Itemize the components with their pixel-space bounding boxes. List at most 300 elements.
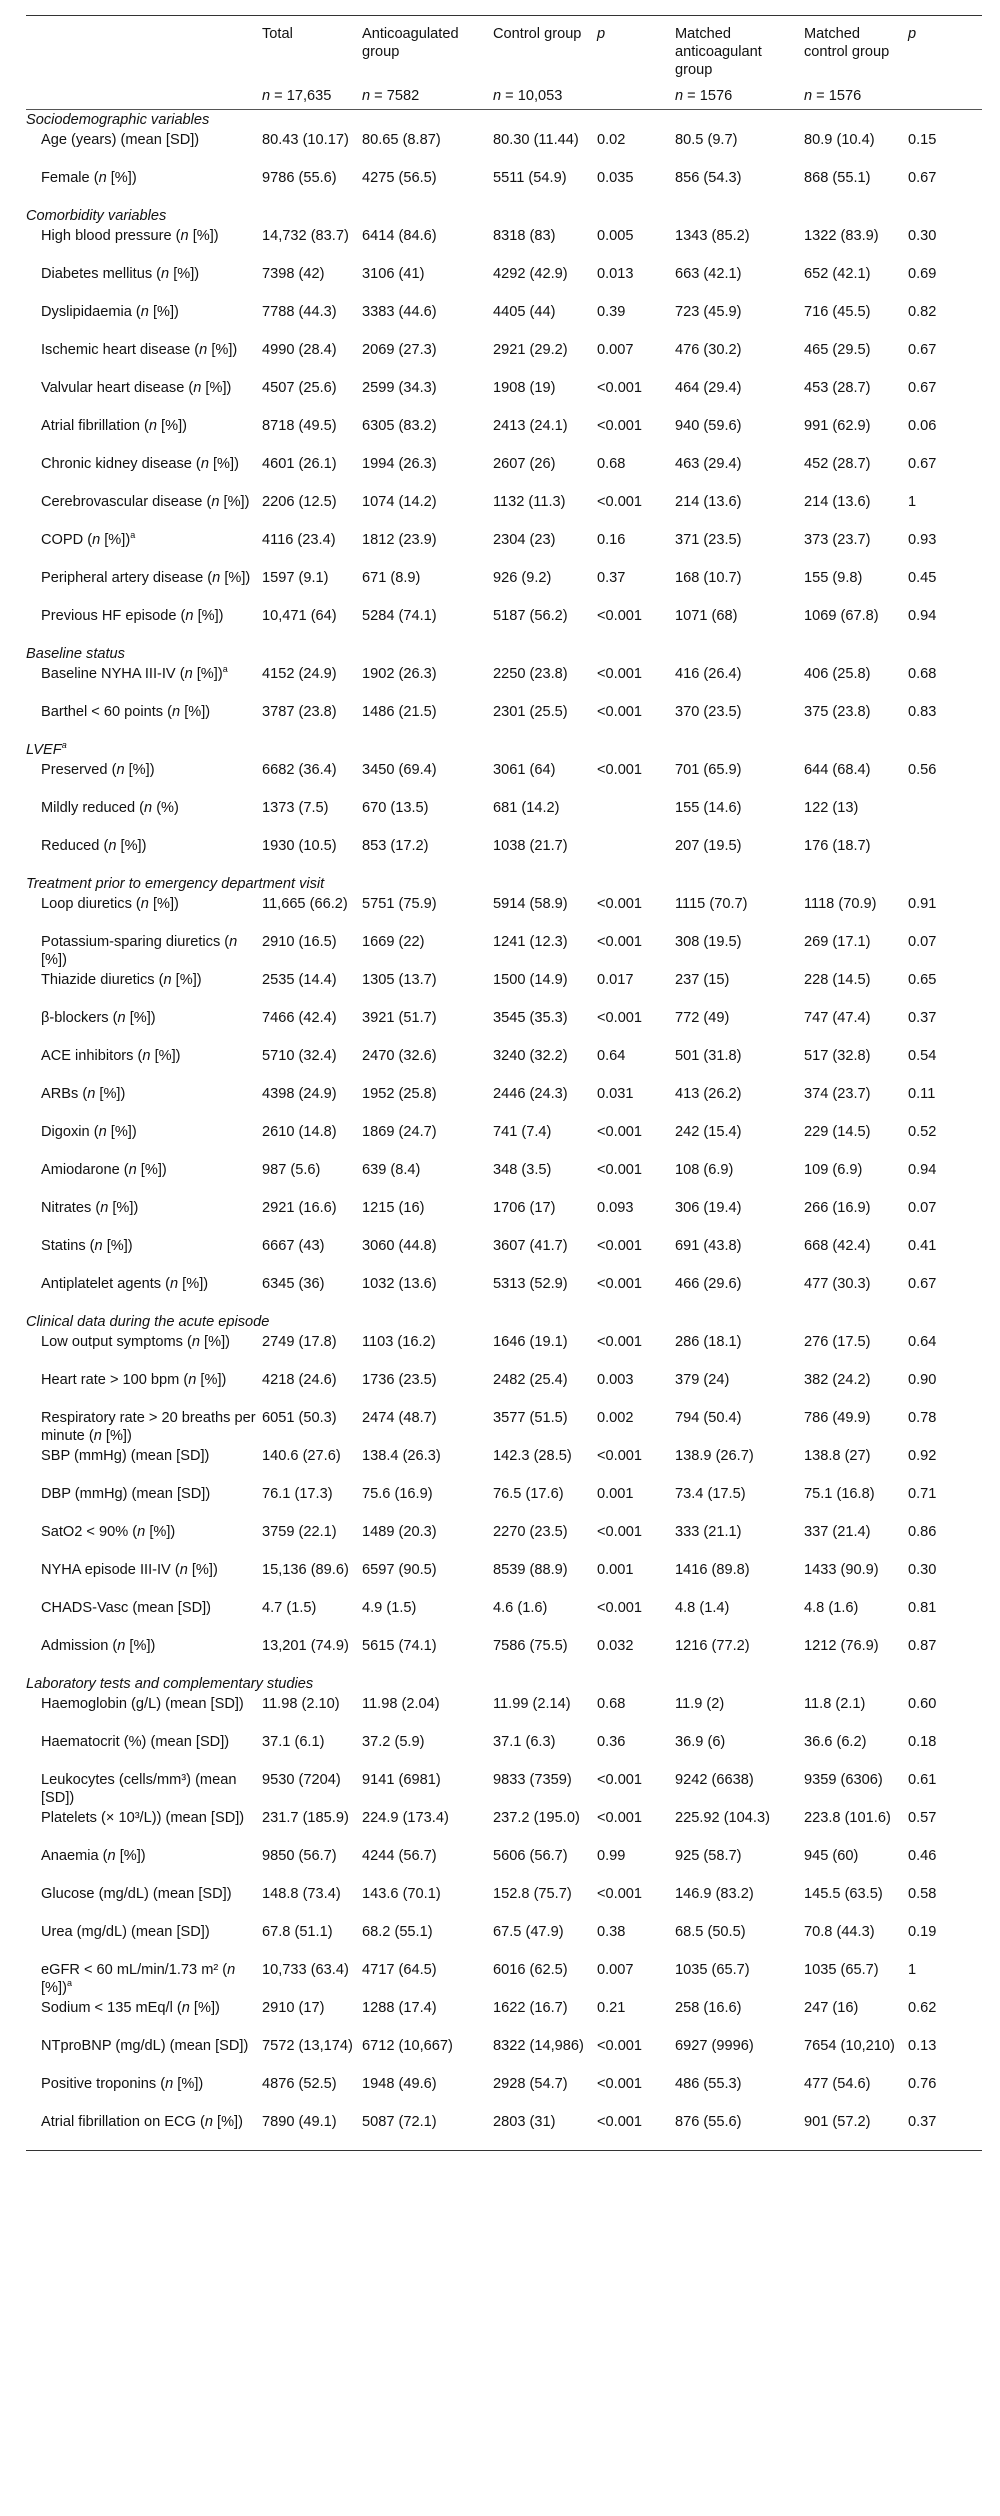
section-row — [26, 874, 982, 894]
table-cell — [597, 836, 675, 874]
row-label-text: Mildly reduced (n (%) — [41, 800, 179, 816]
table-cell: 247 (16) — [804, 2000, 859, 2016]
table-row — [26, 1598, 982, 1636]
row-label-text: Potassium-sparing diuretics (n [%]) — [41, 934, 238, 968]
section-title — [26, 206, 982, 226]
table-cell: 2474 (48.7) — [362, 1410, 437, 1426]
table-cell: 945 (60) — [804, 1848, 859, 1864]
table-row — [26, 568, 982, 606]
header-control: Control group — [493, 26, 582, 42]
table-cell: 374 (23.7) — [804, 1086, 871, 1102]
table-cell: 67.8 (51.1) — [262, 1924, 333, 1940]
table-cell: 0.19 — [908, 1924, 937, 1940]
table-cell: 1416 (89.8) — [675, 1562, 750, 1578]
table-cell: 0.001 — [597, 1486, 634, 1502]
table-cell — [908, 836, 982, 874]
table-cell: 9850 (56.7) — [262, 1848, 337, 1864]
header-matched-p: p — [908, 26, 917, 42]
table-cell: 3240 (32.2) — [493, 1048, 568, 1064]
row-label — [26, 1560, 262, 1598]
table-cell: 4244 (56.7) — [362, 1848, 437, 1864]
table-cell: 465 (29.5) — [804, 342, 871, 358]
row-label-text: CHADS-Vasc (mean [SD]) — [41, 1600, 212, 1616]
table-cell: 1035 (65.7) — [804, 1962, 879, 1978]
row-label-text: Glucose (mg/dL) (mean [SD]) — [41, 1886, 232, 1902]
table-cell: 7466 (42.4) — [262, 1010, 337, 1026]
table-row — [26, 1694, 982, 1732]
header-row — [26, 16, 982, 88]
table-cell: 853 (17.2) — [362, 838, 429, 854]
table-cell: 0.21 — [597, 2000, 626, 2016]
table-cell: 269 (17.1) — [804, 934, 871, 950]
header-anticoagulated: Anticoagulated group — [362, 26, 459, 60]
table-row — [26, 168, 982, 206]
table-cell: 741 (7.4) — [493, 1124, 552, 1140]
n-total: n = 17,635 — [262, 87, 362, 110]
table-cell: 3106 (41) — [362, 266, 425, 282]
table-cell: 4.9 (1.5) — [362, 1600, 417, 1616]
table-row — [26, 664, 982, 702]
table-cell: 11.99 (2.14) — [493, 1696, 571, 1712]
table-cell: 0.37 — [908, 2112, 982, 2151]
row-label-text: Heart rate > 100 bpm (n [%]) — [41, 1372, 227, 1388]
table-cell: 3607 (41.7) — [493, 1238, 568, 1254]
table-cell: <0.001 — [597, 1238, 643, 1254]
table-body — [26, 110, 982, 2151]
table-cell: 3787 (23.8) — [262, 704, 337, 720]
table-cell: 794 (50.4) — [675, 1410, 742, 1426]
table-cell: 0.37 — [908, 1010, 937, 1026]
table-cell: 258 (16.6) — [675, 2000, 742, 2016]
table-cell: 138.8 (27) — [804, 1448, 871, 1464]
row-label — [26, 1408, 262, 1446]
row-label-text: Baseline NYHA III-IV (n [%]) — [41, 666, 223, 682]
table-cell: 0.39 — [597, 304, 626, 320]
table-cell: 668 (42.4) — [804, 1238, 871, 1254]
header-p: p — [597, 26, 606, 42]
section-title-text: Comorbidity variables — [26, 208, 167, 224]
n-matched-control: n = 1576 — [804, 87, 908, 110]
table-cell: 308 (19.5) — [675, 934, 742, 950]
table-cell: 4405 (44) — [493, 304, 556, 320]
row-label — [26, 1808, 262, 1846]
header-blank — [26, 16, 262, 88]
table-cell: 0.67 — [908, 170, 937, 186]
table-cell: 0.15 — [908, 132, 937, 148]
table-cell: 486 (55.3) — [675, 2076, 742, 2092]
row-label-text: β-blockers (n [%]) — [41, 1010, 156, 1026]
row-label-text: NTproBNP (mg/dL) (mean [SD]) — [41, 2038, 249, 2054]
table-row — [26, 2036, 982, 2074]
table-cell: 155 (9.8) — [804, 570, 863, 586]
table-cell: 5187 (56.2) — [493, 608, 568, 624]
table-cell: 138.4 (26.3) — [362, 1448, 441, 1464]
table-cell: <0.001 — [597, 1334, 643, 1350]
footnote-marker: a — [130, 530, 136, 541]
table-cell: 3545 (35.3) — [493, 1010, 568, 1026]
table-row — [26, 340, 982, 378]
row-label — [26, 1960, 262, 1998]
table-row — [26, 606, 982, 644]
table-cell: 286 (18.1) — [675, 1334, 742, 1350]
row-label — [26, 1846, 262, 1884]
table-cell: 2910 (17) — [262, 2000, 325, 2016]
row-label — [26, 606, 262, 644]
table-cell: 11.8 (2.1) — [804, 1696, 866, 1712]
table-cell: 1103 (16.2) — [362, 1334, 436, 1350]
row-label — [26, 264, 262, 302]
row-label-text: Digoxin (n [%]) — [41, 1124, 137, 1140]
row-label-text: Previous HF episode (n [%]) — [41, 608, 224, 624]
table-cell: 3759 (22.1) — [262, 1524, 337, 1540]
table-cell: <0.001 — [597, 1524, 643, 1540]
table-cell: 0.71 — [908, 1486, 937, 1502]
table-cell: 1994 (26.3) — [362, 456, 437, 472]
table-cell: 0.64 — [908, 1334, 937, 1350]
table-cell: 6051 (50.3) — [262, 1410, 337, 1426]
row-label-text: ARBs (n [%]) — [41, 1086, 126, 1102]
row-label-text: Respiratory rate > 20 breaths per minute (n [%]) — [41, 1410, 256, 1444]
section-title — [26, 1674, 982, 1694]
table-cell: 0.035 — [597, 170, 634, 186]
row-label — [26, 492, 262, 530]
table-cell: <0.001 — [597, 1886, 643, 1902]
table-row — [26, 1922, 982, 1960]
table-cell: 36.6 (6.2) — [804, 1734, 867, 1750]
table-cell: 2482 (25.4) — [493, 1372, 568, 1388]
section-row — [26, 740, 982, 760]
table-cell: 1812 (23.9) — [362, 532, 437, 548]
table-cell: 4876 (52.5) — [262, 2076, 337, 2092]
table-cell: <0.001 — [597, 2112, 675, 2151]
table-cell: 1212 (76.9) — [804, 1638, 879, 1654]
table-row — [26, 378, 982, 416]
table-row — [26, 1332, 982, 1370]
table-cell: 109 (6.9) — [804, 1162, 863, 1178]
table-cell: 11.98 (2.04) — [362, 1696, 440, 1712]
table-cell: 1216 (77.2) — [675, 1638, 750, 1654]
table-cell: 0.093 — [597, 1200, 634, 1216]
section-title-text: Treatment prior to emergency department visit — [26, 876, 325, 892]
table-cell: <0.001 — [597, 608, 643, 624]
row-label-text: Thiazide diuretics (n [%]) — [41, 972, 202, 988]
row-label-text: Chronic kidney disease (n [%]) — [41, 456, 239, 472]
table-cell: 7788 (44.3) — [262, 304, 337, 320]
row-label — [26, 760, 262, 798]
table-cell: 8322 (14,986) — [493, 2038, 584, 2054]
section-title-text: Baseline status — [26, 646, 125, 662]
row-label — [26, 1884, 262, 1922]
table-cell: 1500 (14.9) — [493, 972, 568, 988]
table-cell: 214 (13.6) — [804, 494, 871, 510]
table-cell: 13,201 (74.9) — [262, 1638, 349, 1654]
table-cell: 37.1 (6.1) — [262, 1734, 325, 1750]
table-cell: 2921 (29.2) — [493, 342, 568, 358]
table-cell: 0.68 — [597, 456, 626, 472]
table-cell: 1305 (13.7) — [362, 972, 437, 988]
table-row — [26, 1122, 982, 1160]
header-matched-control: Matched control group — [804, 26, 890, 60]
table-cell: 140.6 (27.6) — [262, 1448, 341, 1464]
row-label-text: ACE inhibitors (n [%]) — [41, 1048, 181, 1064]
table-cell: 2250 (23.8) — [493, 666, 568, 682]
table-row — [26, 836, 982, 874]
table-row — [26, 798, 982, 836]
table-cell: 926 (9.2) — [493, 570, 552, 586]
table-cell: 2446 (24.3) — [493, 1086, 568, 1102]
table-row — [26, 1274, 982, 1312]
row-label — [26, 1636, 262, 1674]
table-cell: 1035 (65.7) — [675, 1962, 750, 1978]
table-row — [26, 2112, 982, 2151]
table-cell: 371 (23.5) — [675, 532, 742, 548]
table-cell: <0.001 — [597, 418, 643, 434]
table-cell: 80.65 (8.87) — [362, 132, 441, 148]
table-cell: 0.62 — [908, 2000, 937, 2016]
table-cell: <0.001 — [597, 2076, 643, 2092]
table-row — [26, 1636, 982, 1674]
table-cell: 477 (54.6) — [804, 2076, 871, 2092]
table-cell: <0.001 — [597, 2038, 643, 2054]
row-label-text: Ischemic heart disease (n [%]) — [41, 342, 238, 358]
table-cell: 223.8 (101.6) — [804, 1810, 891, 1826]
table-cell: 8539 (88.9) — [493, 1562, 568, 1578]
table-cell: 2610 (14.8) — [262, 1124, 337, 1140]
table-cell: 663 (42.1) — [675, 266, 742, 282]
table-cell — [597, 798, 675, 836]
table-cell: 11,665 (66.2) — [262, 896, 348, 912]
table-cell: 4398 (24.9) — [262, 1086, 337, 1102]
table-cell: 1071 (68) — [675, 608, 738, 624]
table-row — [26, 970, 982, 1008]
table-cell: 476 (30.2) — [675, 342, 742, 358]
table-row — [26, 1046, 982, 1084]
table-cell: 80.5 (9.7) — [675, 132, 738, 148]
table-cell: 868 (55.1) — [804, 170, 871, 186]
table-cell: 652 (42.1) — [804, 266, 871, 282]
table-cell: 0.032 — [597, 1638, 634, 1654]
table-cell: 3577 (51.5) — [493, 1410, 568, 1426]
table-cell: 1032 (13.6) — [362, 1276, 437, 1292]
table-cell: 4218 (24.6) — [262, 1372, 337, 1388]
table-cell: 4507 (25.6) — [262, 380, 337, 396]
table-cell: 644 (68.4) — [804, 762, 871, 778]
table-cell: 224.9 (173.4) — [362, 1810, 449, 1826]
table-cell: 466 (29.6) — [675, 1276, 742, 1292]
table-cell: 6345 (36) — [262, 1276, 325, 1292]
row-label-text: Diabetes mellitus (n [%]) — [41, 266, 200, 282]
table-cell: 37.2 (5.9) — [362, 1734, 425, 1750]
table-cell: 1118 (70.9) — [804, 896, 877, 912]
table-cell: 1908 (19) — [493, 380, 556, 396]
table-cell: 3450 (69.4) — [362, 762, 437, 778]
table-cell: 375 (23.8) — [804, 704, 871, 720]
table-cell: 4152 (24.9) — [262, 666, 337, 682]
table-cell: 0.76 — [908, 2076, 937, 2092]
row-label — [26, 836, 262, 874]
table-cell: 1215 (16) — [362, 1200, 425, 1216]
table-cell: 4717 (64.5) — [362, 1962, 437, 1978]
row-label — [26, 130, 262, 168]
table-cell: 225.92 (104.3) — [675, 1810, 770, 1826]
row-label — [26, 568, 262, 606]
table-cell: 80.43 (10.17) — [262, 132, 349, 148]
header-matched-anticoagulant: Matched anticoagulant group — [675, 26, 762, 78]
table-cell: 876 (55.6) — [675, 2112, 804, 2151]
table-cell: 1 — [908, 1962, 917, 1978]
row-label-text: Peripheral artery disease (n [%]) — [41, 570, 251, 586]
table-cell: <0.001 — [597, 1010, 643, 1026]
table-cell: 0.02 — [597, 132, 626, 148]
table-row — [26, 2074, 982, 2112]
row-label-text: COPD (n [%]) — [41, 532, 131, 548]
table-cell: 7890 (49.1) — [262, 2112, 362, 2151]
header-n-row — [26, 87, 982, 110]
row-label — [26, 2074, 262, 2112]
table-cell: 4275 (56.5) — [362, 170, 437, 186]
table-cell: 148.8 (73.4) — [262, 1886, 341, 1902]
table-cell: 786 (49.9) — [804, 1410, 871, 1426]
table-cell: 0.78 — [908, 1410, 937, 1426]
table-cell: 2921 (16.6) — [262, 1200, 337, 1216]
row-label-text: Barthel < 60 points (n [%]) — [41, 704, 211, 720]
table-cell: 2413 (24.1) — [493, 418, 568, 434]
row-label — [26, 1084, 262, 1122]
table-cell: 4116 (23.4) — [262, 532, 336, 548]
row-label-text: Loop diuretics (n [%]) — [41, 896, 179, 912]
table-cell: 11.9 (2) — [675, 1696, 725, 1712]
table-cell: 379 (24) — [675, 1372, 730, 1388]
row-label-text: Female (n [%]) — [41, 170, 137, 186]
table-cell: 0.83 — [908, 704, 937, 720]
table-cell: 237.2 (195.0) — [493, 1810, 580, 1826]
row-label-text: Positive troponins (n [%]) — [41, 2076, 204, 2092]
table-cell: 70.8 (44.3) — [804, 1924, 875, 1940]
table-row — [26, 302, 982, 340]
row-label — [26, 2036, 262, 2074]
section-row — [26, 1312, 982, 1332]
table-row — [26, 702, 982, 740]
table-cell: 0.46 — [908, 1848, 937, 1864]
table-cell: 0.18 — [908, 1734, 937, 1750]
row-label — [26, 1046, 262, 1084]
row-label-text: Haematocrit (%) (mean [SD]) — [41, 1734, 230, 1750]
table-cell: 1930 (10.5) — [262, 838, 337, 854]
table-cell: 80.9 (10.4) — [804, 132, 875, 148]
section-title — [26, 644, 982, 664]
row-label — [26, 2112, 262, 2151]
table-cell: 1706 (17) — [493, 1200, 556, 1216]
table-cell: 1132 (11.3) — [493, 494, 566, 510]
n-matched-anticoagulant: n = 1576 — [675, 87, 804, 110]
table-cell: 0.06 — [908, 418, 937, 434]
table-cell: 1343 (85.2) — [675, 228, 750, 244]
table-row — [26, 932, 982, 970]
table-cell: 0.41 — [908, 1238, 937, 1254]
row-label — [26, 798, 262, 836]
table-cell: <0.001 — [597, 380, 643, 396]
row-label — [26, 1198, 262, 1236]
table-cell: 145.5 (63.5) — [804, 1886, 883, 1902]
table-cell: 68.2 (55.1) — [362, 1924, 433, 1940]
table-cell: 370 (23.5) — [675, 704, 742, 720]
table-cell: 0.07 — [908, 934, 937, 950]
row-label-text: Age (years) (mean [SD]) — [41, 132, 200, 148]
table-cell: 306 (19.4) — [675, 1200, 742, 1216]
n-matched-p — [908, 87, 982, 110]
table-cell: 0.67 — [908, 380, 937, 396]
table-row — [26, 226, 982, 264]
row-label-text: NYHA episode III-IV (n [%]) — [41, 1562, 218, 1578]
row-label — [26, 226, 262, 264]
table-cell: 7586 (75.5) — [493, 1638, 568, 1654]
row-label — [26, 454, 262, 492]
table-cell: 2470 (32.6) — [362, 1048, 437, 1064]
table-cell: 0.64 — [597, 1048, 626, 1064]
table-cell: 1646 (19.1) — [493, 1334, 568, 1350]
table-row — [26, 760, 982, 798]
table-cell: 0.031 — [597, 1086, 634, 1102]
row-label — [26, 1274, 262, 1312]
table-cell: 276 (17.5) — [804, 1334, 871, 1350]
table-cell: 4292 (42.9) — [493, 266, 568, 282]
table-cell: 152.8 (75.7) — [493, 1886, 572, 1902]
table-cell: 452 (28.7) — [804, 456, 871, 472]
row-label — [26, 894, 262, 932]
row-label-text: Platelets (× 10³/L)) (mean [SD]) — [41, 1810, 245, 1826]
table-row — [26, 1808, 982, 1846]
table-cell: 6712 (10,667) — [362, 2038, 453, 2054]
table-cell: 11.98 (2.10) — [262, 1696, 340, 1712]
table-cell: 670 (13.5) — [362, 800, 429, 816]
table-cell: 0.54 — [908, 1048, 937, 1064]
table-cell: 3921 (51.7) — [362, 1010, 437, 1026]
table-row — [26, 530, 982, 568]
table-cell: 517 (32.8) — [804, 1048, 871, 1064]
table-cell: 4.6 (1.6) — [493, 1600, 548, 1616]
table-cell: 4.8 (1.4) — [675, 1600, 730, 1616]
table-cell: 5313 (52.9) — [493, 1276, 568, 1292]
table-cell: 143.6 (70.1) — [362, 1886, 441, 1902]
table-header — [26, 16, 982, 110]
table-cell: 856 (54.3) — [675, 170, 742, 186]
table-cell: <0.001 — [597, 494, 643, 510]
table-cell: 2599 (34.3) — [362, 380, 437, 396]
row-label — [26, 302, 262, 340]
baseline-characteristics-table — [26, 15, 982, 2151]
table-cell: 5087 (72.1) — [362, 2112, 493, 2151]
table-cell: 1373 (7.5) — [262, 800, 329, 816]
table-cell: 987 (5.6) — [262, 1162, 321, 1178]
row-label-text: SatO2 < 90% (n [%]) — [41, 1524, 176, 1540]
row-label — [26, 1236, 262, 1274]
row-label-text: Valvular heart disease (n [%]) — [41, 380, 232, 396]
table-cell: 2928 (54.7) — [493, 2076, 568, 2092]
row-label-text: Nitrates (n [%]) — [41, 1200, 139, 1216]
table-cell: 7572 (13,174) — [262, 2038, 353, 2054]
table-cell: 406 (25.8) — [804, 666, 871, 682]
table-cell: 5751 (75.9) — [362, 896, 437, 912]
table-cell: 1948 (49.6) — [362, 2076, 437, 2092]
table-cell: 501 (31.8) — [675, 1048, 742, 1064]
table-cell: 80.30 (11.44) — [493, 132, 579, 148]
n-p — [597, 87, 675, 110]
table-cell: 0.38 — [597, 1924, 626, 1940]
row-label-text: Antiplatelet agents (n [%]) — [41, 1276, 209, 1292]
row-label — [26, 970, 262, 1008]
table-cell: <0.001 — [597, 1810, 643, 1826]
table-cell: 76.1 (17.3) — [262, 1486, 333, 1502]
